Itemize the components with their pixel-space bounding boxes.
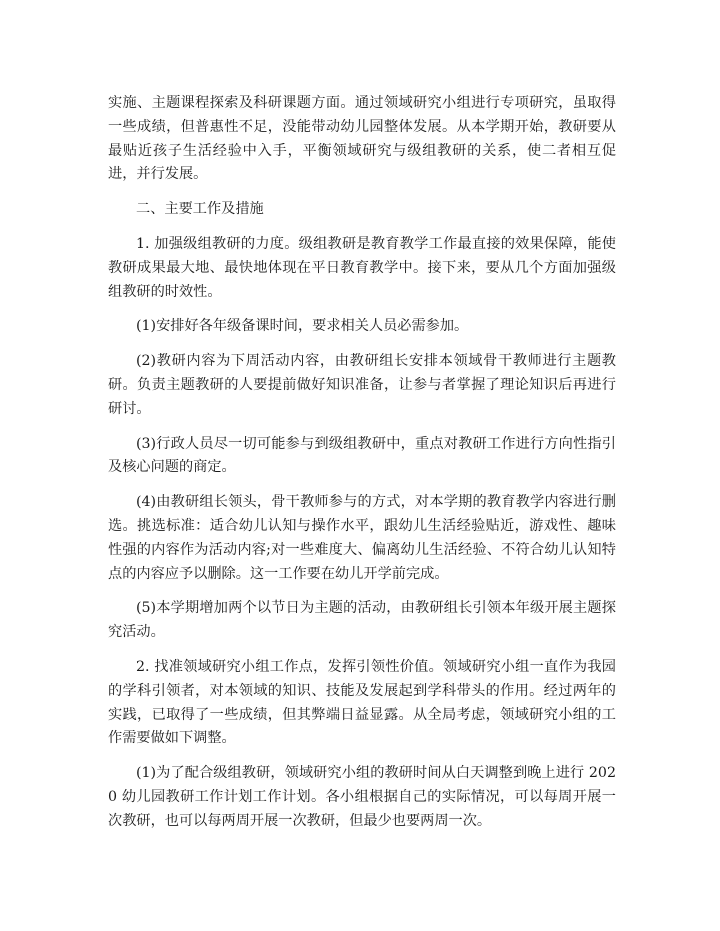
paragraph-item-2: 2. 找准领域研究小组工作点，发挥引领性价值。领域研究小组一直作为我园的学科引领者，对本领域的知识、技能及发展起到学科带头的作用。经过两年的实践，已取得了一些成绩，但其弊端日益显露。从全局考虑，领域研究小组的工作需要做如下调整。 [108,658,616,747]
paragraph-subitem-1-3: (3)行政人员尽一切可能参与到级组教研中，重点对教研工作进行方向性指引及核心问题的商定。 [108,435,616,476]
paragraph-subitem-1-2: (2)教研内容为下周活动内容，由教研组长安排本领域骨干教师进行主题教研。负责主题教研的人要提前做好知识准备，让参与者掌握了理论知识后再进行研讨。 [108,353,616,417]
paragraph-intro: 实施、主题课程探索及科研课题方面。通过领域研究小组进行专项研究，虽取得一些成绩，但普惠性不足，没能带动幼儿园整体发展。从本学期开始，教研要从最贴近孩子生活经验中入手，平衡领域研究与级组教研的关系，使二者相互促进，并行发展。 [108,95,616,183]
paragraph-subitem-1-5: (5)本学期增加两个以节日为主题的活动，由教研组长引领本年级开展主题探究活动。 [108,600,616,641]
section-heading-main-work: 二、主要工作及措施 [136,201,264,218]
paragraph-subitem-1-1: (1)安排好各年级备课时间，要求相关人员必需参加。 [136,318,469,335]
paragraph-subitem-1-4: (4)由教研组长领头，骨干教师参与的方式，对本学期的教育教学内容进行删选。挑选标准：适合幼儿认知与操作水平，跟幼儿生活经验贴近，游戏性、趣味性强的内容作为活动内容;对一些难度大、偏离幼儿生活经验、不符合幼儿认知特点的内容应予以删除。这一工作要在幼儿开学前完成。 [108,494,616,582]
paragraph-item-1: 1. 加强级组教研的力度。级组教研是教育教学工作最直接的效果保障，能使教研成果最大地、最快地体现在平日教育教学中。接下来，要从几个方面加强级组教研的时效性。 [108,235,616,300]
paragraph-subitem-2-1: (1)为了配合级组教研，领域研究小组的教研时间从白天调整到晚上进行 2020 幼儿园教研工作计划工作计划。各小组根据自己的实际情况，可以每周开展一次教研，也可以每两周开展一次教研，但最少也要两周一次。 [108,765,616,829]
document-page [108,92,616,834]
